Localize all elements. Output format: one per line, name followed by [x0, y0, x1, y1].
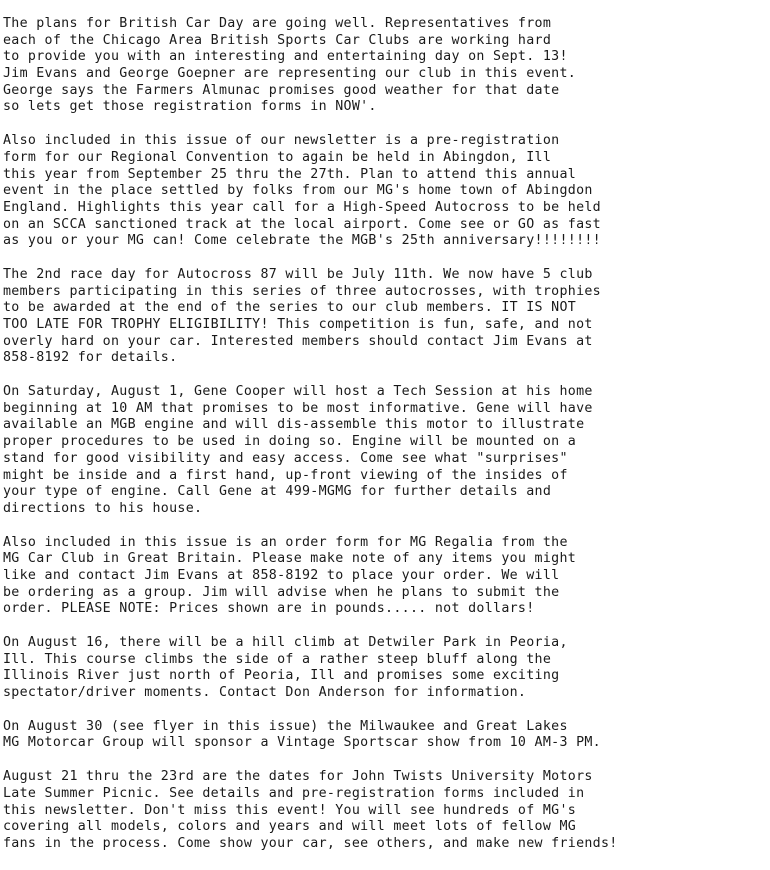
text-line: so lets get those registration forms in NOW'. — [3, 99, 377, 115]
text-line: Also included in this issue is an order form for MG Regalia from the — [3, 534, 568, 550]
text-line: On August 30 (see flyer in this issue) the Milwaukee and Great Lakes — [3, 718, 568, 734]
text-line: George says the Farmers Almunac promises good weather for that date — [3, 82, 560, 98]
text-line: On Saturday, August 1, Gene Cooper will host a Tech Session at his home — [3, 384, 593, 400]
paragraph-autocross — [3, 267, 769, 367]
text-line: On August 16, there will be a hill climb at Detwiler Park in Peoria, — [3, 635, 568, 650]
text-line: on an SCCA sanctioned track at the local airport. Come see or GO as fast — [3, 216, 601, 232]
text-line: proper procedures to be used in doing so. Engine will be mounted on a — [3, 434, 577, 450]
text-line: The 2nd race day for Autocross 87 will be July 11th. We now have 5 club — [3, 266, 593, 282]
text-line: England. Highlights this year call for a High-Speed Autocross to be held — [3, 199, 601, 215]
paragraph-tech-session — [3, 384, 769, 518]
text-line: beginning at 10 AM that promises to be most informative. Gene will have — [3, 400, 593, 416]
text-line: form for our Regional Convention to again be held in Abingdon, Ill — [3, 149, 552, 165]
text-line: MG Motorcar Group will sponsor a Vintage Sportscar show from 10 AM-3 PM. — [3, 735, 601, 751]
text-line: your type of engine. Call Gene at 499-MGMG for further details and — [3, 484, 552, 500]
text-line: spectator/driver moments. Contact Don Anderson for information. — [3, 685, 527, 701]
text-line: might be inside and a first hand, up-front viewing of the insides of — [3, 467, 568, 483]
text-line: directions to his house. — [3, 500, 203, 516]
text-line: be ordering as a group. Jim will advise when he plans to submit the — [3, 584, 560, 600]
paragraph-summer-picnic — [3, 769, 769, 852]
text-line: TOO LATE FOR TROPHY ELIGIBILITY! This competition is fun, safe, and not — [3, 317, 593, 332]
text-line: available an MGB engine and will dis-assemble this motor to illustrate — [3, 417, 585, 433]
text-line: to provide you with an interesting and entertaining day on Sept. 13! — [3, 49, 568, 65]
text-line: as you or your MG can! Come celebrate the MGB's 25th anniversary!!!!!!!! — [3, 233, 601, 249]
text-line: to be awarded at the end of the series to our club members. IT IS NOT — [3, 300, 577, 316]
paragraph-vintage-show — [3, 719, 769, 752]
paragraph-british-car-day — [3, 16, 769, 116]
text-line: each of the Chicago Area British Sports Car Clubs are working hard — [3, 32, 552, 48]
text-line: The plans for British Car Day are going well. Representatives from — [3, 16, 552, 31]
text-line: August 21 thru the 23rd are the dates for John Twists University Motors — [3, 769, 593, 785]
text-line: event in the place settled by folks from our MG's home town of Abingdon — [3, 183, 593, 199]
text-line: MG Car Club in Great Britain. Please make note of any items you might — [3, 551, 577, 567]
text-line: overly hard on your car. Interested members should contact Jim Evans at — [3, 333, 593, 349]
text-line: Jim Evans and George Goepner are representing our club in this event. — [3, 66, 577, 82]
text-line: Also included in this issue of our newsletter is a pre-registration — [3, 133, 560, 149]
text-line: this year from September 25 thru the 27th. Plan to attend this annual — [3, 166, 577, 182]
text-line: covering all models, colors and years and will meet lots of fellow MG — [3, 819, 577, 835]
text-line: this newsletter. Don't miss this event! You will see hundreds of MG's — [3, 802, 577, 818]
text-line: members participating in this series of three autocrosses, with trophies — [3, 283, 601, 299]
paragraph-regional-convention — [3, 133, 769, 250]
text-line: fans in the process. Come show your car, see others, and make new friends! — [3, 835, 618, 851]
text-line: 858-8192 for details. — [3, 350, 178, 366]
text-line: stand for good visibility and easy access. Come see what "surprises" — [3, 450, 568, 466]
paragraph-mg-regalia — [3, 535, 769, 618]
text-line: Late Summer Picnic. See details and pre-registration forms included in — [3, 785, 585, 801]
text-line: Illinois River just north of Peoria, Ill and promises some exciting — [3, 668, 560, 684]
text-line: order. PLEASE NOTE: Prices shown are in pounds..... not dollars! — [3, 601, 535, 617]
newsletter-page — [3, 16, 769, 870]
text-line: like and contact Jim Evans at 858-8192 to place your order. We will — [3, 567, 560, 583]
text-line: Ill. This course climbs the side of a rather steep bluff along the — [3, 651, 552, 667]
paragraph-hill-climb — [3, 635, 769, 702]
